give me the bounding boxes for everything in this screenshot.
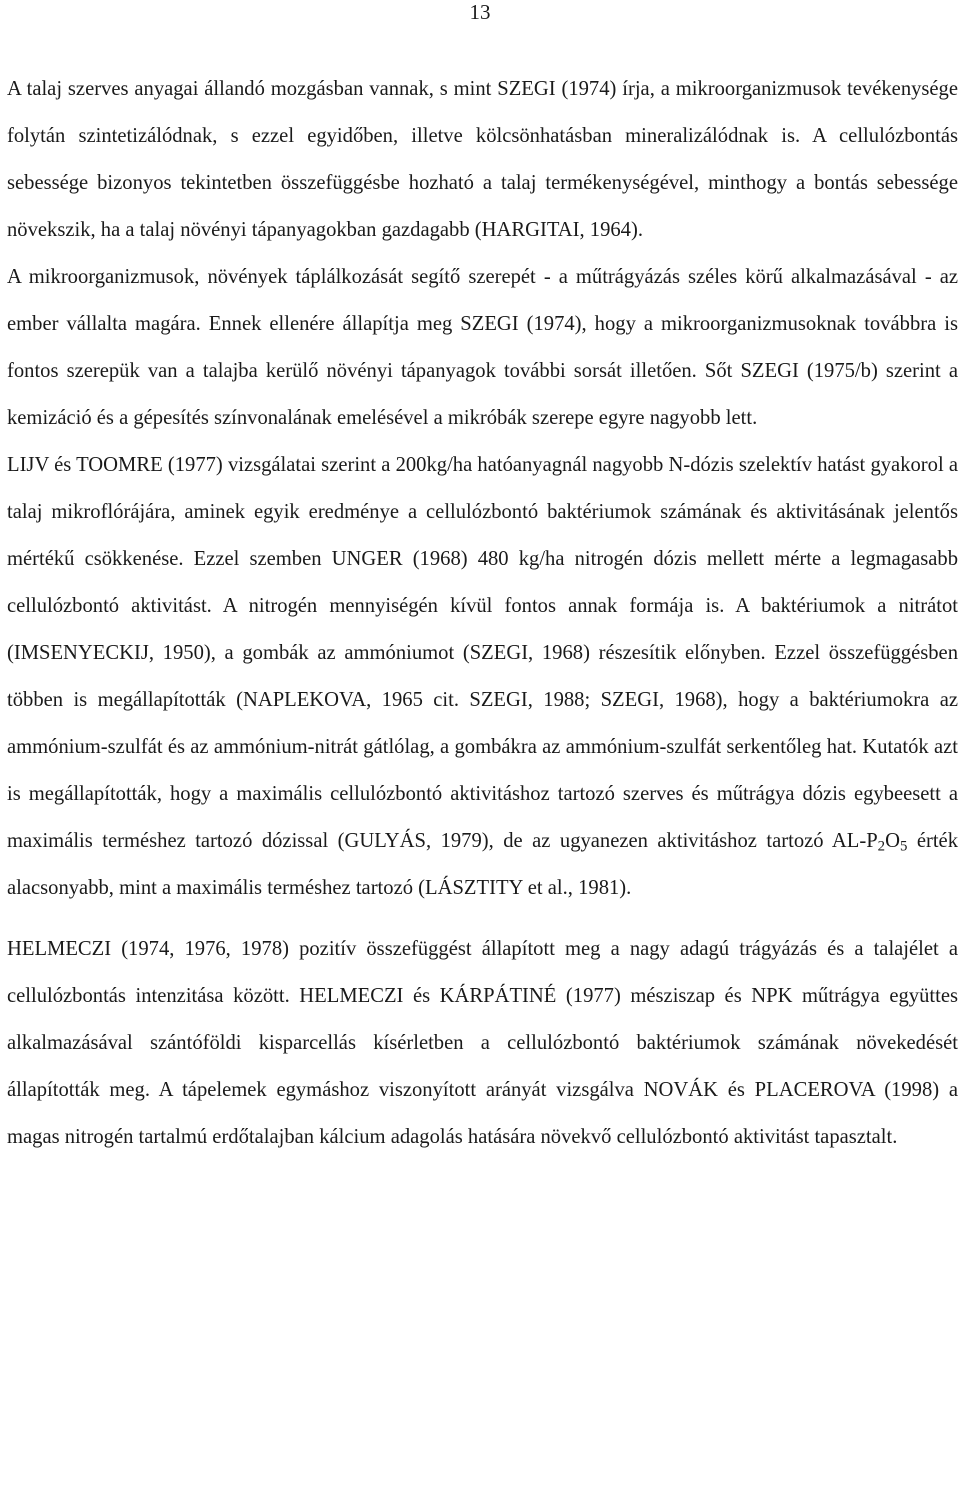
paragraph: HELMECZI (1974, 1976, 1978) pozitív összefüggést állapított meg a nagy adagú trágyázás és a talajélet a cellulózbontás intenzitása között. HELMECZI és KÁRPÁTINÉ (1977) mésziszap és NPK műtrágya együttes alkalmazásával szántóföldi kisparcellás kísérletben a cellulózbontó baktériumok számának növekedését állapították meg. A tápelemek egymáshoz viszonyított arányát vizsgálva NOVÁK és PLACEROVA (1998) a magas nitrogén tartalmú erdőtalajban kálcium adagolás hatására növekvő cellulózbontó aktivitást tapasztalt. <box>7 938 958 1148</box>
paragraph <box>7 442 958 912</box>
paragraph: A mikroorganizmusok, növények táplálkozását segítő szerepét - a műtrágyázás széles körű alkalmazásával - az ember vállalta magára. Ennek ellenére állapítja meg SZEGI (1974), hogy a mikroorganizmusoknak továbbra is fontos szerepük van a talajba kerülő növényi tápanyagok további sorsát illetően. Sőt SZEGI (1975/b) szerint a kemizáció és a gépesítés színvonalának emelésével a mikróbák szerepe egyre nagyobb lett. <box>7 266 958 429</box>
paragraph-text-segment: érték alacsonyabb, mint a maximális terméshez tartozó (LÁSZTITY et al., 1981). <box>7 830 958 899</box>
page-number: 13 <box>469 0 491 24</box>
paragraph: A talaj szerves anyagai állandó mozgásban vannak, s mint SZEGI (1974) írja, a mikroorganizmusok tevékenysége folytán szintetizálódnak, s ezzel egyidőben, illetve kölcsönhatásban mineralizálódnak is. A cellulózbontás sebessége bizonyos tekintetben összefüggésbe hozható a talaj termékenységével, minthogy a bontás sebessége növekszik, ha a talaj növényi tápanyagokban gazdagabb (HARGITAI, 1964). <box>7 78 958 241</box>
paragraph-text-segment: LIJV és TOOMRE (1977) vizsgálatai szerint a 200kg/ha hatóanyagnál nagyobb N-dózis szelektív hatást gyakorol a talaj mikroflórájára, aminek egyik eredménye a cellulózbontó baktériumok számának és aktivitásának jelentős mértékű csökkenése. Ezzel szemben UNGER (1968) 480 kg/ha nitrogén dózis mellett mérte a legmagasabb cellulózbontó aktivitást. A nitrogén mennyiségén kívül fontos annak formája is. A baktériumok a nitrátot (IMSENYECKIJ, 1950), a gombák az ammóniumot (SZEGI, 1968) részesítik előnyben. Ezzel összefüggésben többen is megállapították (NAPLEKOVA, 1965 cit. SZEGI, 1988; SZEGI, 1968), hogy a baktériumokra az ammónium-szulfát és az ammónium-nitrát gátlólag, a gombákra az ammónium-szulfát serkentőleg hat. Kutatók azt is megállapították, hogy a maximális cellulózbontó aktivitáshoz tartozó szerves és műtrágya dózis egybeesett a maximális terméshez tartozó dózissal (GULYÁS, 1979), de az ugyanezen aktivitáshoz tartozó AL-P <box>7 454 958 852</box>
subscript: 5 <box>899 838 908 855</box>
subscript: 2 <box>877 838 886 855</box>
body-text <box>7 66 958 1161</box>
paragraph-text-segment: O <box>885 830 900 852</box>
